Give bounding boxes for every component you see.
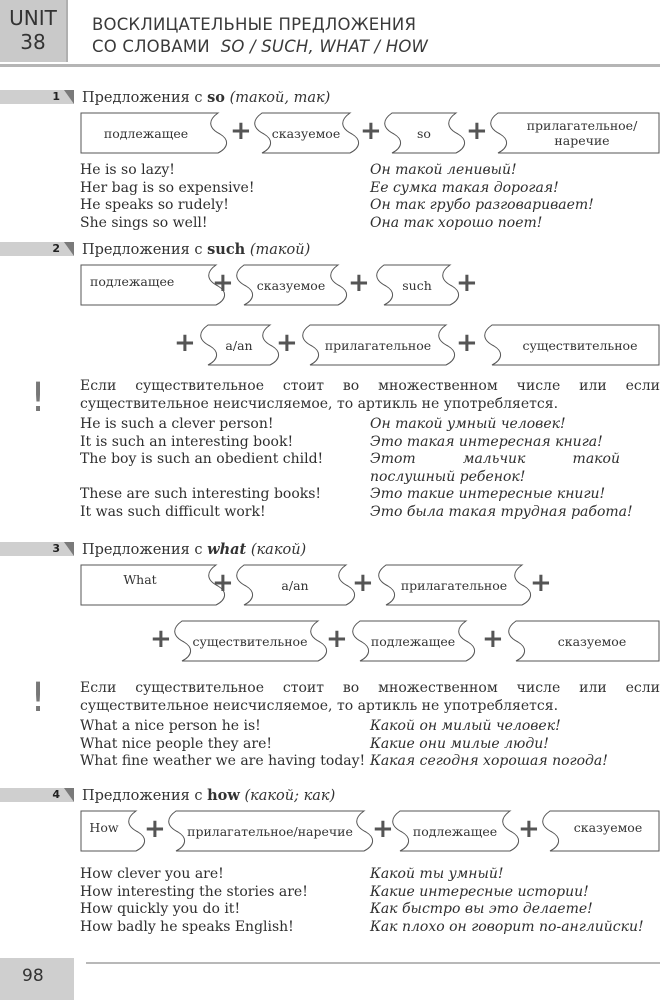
page-number: 98 xyxy=(0,958,74,1000)
plus-icon: + xyxy=(352,568,374,598)
example-en: What a nice person he is! xyxy=(80,718,261,734)
example-ru: Какой он милый человек! xyxy=(370,718,561,734)
title-line-2 xyxy=(92,36,428,58)
example-ru: Это такие интересные книги! xyxy=(370,486,606,502)
section-2-note: Если существительное стоит во множественном числе или если существительное неисчисляемое, то артикль не употребляется. xyxy=(80,378,660,412)
diagram-block: сказуемое xyxy=(504,620,660,662)
section-title: Предложения с such (такой) xyxy=(82,240,311,258)
plus-icon: + xyxy=(348,268,370,298)
plus-icon: + xyxy=(230,116,252,146)
section-2-diagram-row-1 xyxy=(0,264,667,308)
example-ru: Этот мальчик такой послушный ребенок! xyxy=(370,451,620,485)
plus-icon: + xyxy=(372,814,394,844)
section-3-note: Если существительное стоит во множественном числе или если существительное неисчисляемое, то артикль не употребляется. xyxy=(80,680,660,714)
unit-label: UNIT xyxy=(9,6,57,30)
diagram-block: прилагательное/ наречие xyxy=(486,112,660,154)
diagram-block: прилагательное/наречие xyxy=(164,810,376,852)
section-title: Предложения с what (какой) xyxy=(82,540,307,558)
section-3-diagram-row-1 xyxy=(0,564,667,608)
plus-icon: + xyxy=(456,328,478,358)
plus-icon: + xyxy=(360,116,382,146)
example-en: He is so lazy! xyxy=(80,162,175,178)
diagram-block: существительное xyxy=(480,324,660,366)
example-ru: Как плохо он говорит по-английски! xyxy=(370,918,644,935)
title-line-1: ВОСКЛИЦАТЕЛЬНЫЕ ПРЕДЛОЖЕНИЯ xyxy=(92,15,417,34)
example-en: It was such difficult work! xyxy=(80,503,266,520)
plus-icon: + xyxy=(174,328,196,358)
example-ru: Она так хорошо поет! xyxy=(370,214,543,231)
section-2-diagram-row-2 xyxy=(0,324,667,368)
example-ru: Это такая интересная книга! xyxy=(370,433,603,450)
example-en: What fine weather we are having today! xyxy=(80,753,366,769)
plus-icon: + xyxy=(518,814,540,844)
title-line-2-prefix: СО СЛОВАМИ xyxy=(92,37,221,56)
diagram-block: сказуемое xyxy=(232,264,350,306)
diagram-block: подлежащее xyxy=(80,264,230,306)
section-3-diagram-row-2 xyxy=(0,620,667,664)
section-marker: 1 xyxy=(0,90,74,104)
example-en: How badly he speaks English! xyxy=(80,918,294,935)
plus-icon: + xyxy=(456,268,478,298)
examples-ru xyxy=(370,866,644,936)
plus-icon: + xyxy=(482,624,504,654)
example-en: She sings so well! xyxy=(80,214,208,231)
diagram-block: подлежащее xyxy=(80,112,232,154)
unit-number: 38 xyxy=(20,30,46,54)
diagram-block: подлежащее xyxy=(388,810,522,852)
attention-icon: ! xyxy=(30,675,47,721)
examples-en xyxy=(80,718,365,771)
example-ru: Он такой ленивый! xyxy=(370,162,517,178)
example-en: The boy is such an obedient child! xyxy=(80,451,324,467)
plus-icon: + xyxy=(276,328,298,358)
section-title: Предложения с so (такой, так) xyxy=(82,88,331,106)
example-ru: Он такой умный человек! xyxy=(370,416,566,432)
examples-ru xyxy=(370,416,660,521)
example-en: He is such a clever person! xyxy=(80,416,274,432)
diagram-block: сказуемое xyxy=(538,810,660,852)
diagram-block: прилагательное xyxy=(298,324,458,366)
section-title: Предложения с how (какой; как) xyxy=(82,786,336,804)
section-marker: 4 xyxy=(0,788,74,802)
diagram-block: so xyxy=(380,112,468,154)
plus-icon: + xyxy=(212,568,234,598)
page-title xyxy=(92,14,428,58)
example-en: How interesting the stories are! xyxy=(80,883,308,900)
section-1-diagram xyxy=(0,112,667,158)
header-divider xyxy=(0,64,660,67)
section-2-heading xyxy=(0,240,310,258)
diagram-block: What xyxy=(80,564,230,606)
plus-icon: + xyxy=(466,116,488,146)
example-ru: Как быстро вы это делаете! xyxy=(370,901,593,917)
diagram-block: сказуемое xyxy=(250,112,362,154)
plus-icon: + xyxy=(212,268,234,298)
example-en: How clever you are! xyxy=(80,866,224,882)
plus-icon: + xyxy=(530,568,552,598)
examples-en xyxy=(80,416,360,521)
example-ru: Какие интересные истории! xyxy=(370,883,589,900)
example-en: What nice people they are! xyxy=(80,735,272,752)
example-ru: Какая сегодня хорошая погода! xyxy=(370,753,608,769)
plus-icon: + xyxy=(150,624,172,654)
examples-en xyxy=(80,866,308,936)
diagram-block: существительное xyxy=(170,620,330,662)
example-ru: Он так грубо разговаривает! xyxy=(370,197,594,213)
title-line-2-italic: SO / SUCH, WHAT / HOW xyxy=(220,37,429,56)
example-en: These are such interesting books! xyxy=(80,486,322,502)
unit-badge xyxy=(0,0,68,62)
diagram-block: прилагательное xyxy=(374,564,534,606)
attention-icon: ! xyxy=(30,375,47,421)
diagram-block: подлежащее xyxy=(348,620,478,662)
example-ru: Какой ты умный! xyxy=(370,866,504,882)
example-en: He speaks so rudely! xyxy=(80,197,229,213)
section-3-heading xyxy=(0,540,306,558)
section-4-diagram xyxy=(0,810,667,854)
example-en: It is such an interesting book! xyxy=(80,433,294,450)
section-4-heading xyxy=(0,786,335,804)
examples-ru xyxy=(370,162,594,232)
diagram-block: a/an xyxy=(232,564,358,606)
example-en: Her bag is so expensive! xyxy=(80,179,255,196)
section-1-heading xyxy=(0,88,330,106)
plus-icon: + xyxy=(326,624,348,654)
example-ru: Это была такая трудная работа! xyxy=(370,503,633,520)
plus-icon: + xyxy=(144,814,166,844)
example-en: How quickly you do it! xyxy=(80,901,241,917)
section-marker: 2 xyxy=(0,242,74,256)
footer-divider xyxy=(86,962,660,964)
diagram-block: How xyxy=(80,810,148,852)
examples-en xyxy=(80,162,254,232)
example-ru: Ее сумка такая дорогая! xyxy=(370,179,559,196)
diagram-block: such xyxy=(372,264,462,306)
section-marker: 3 xyxy=(0,542,74,556)
example-ru: Какие они милые люди! xyxy=(370,735,549,752)
diagram-block: a/an xyxy=(196,324,282,366)
examples-ru xyxy=(370,718,608,771)
